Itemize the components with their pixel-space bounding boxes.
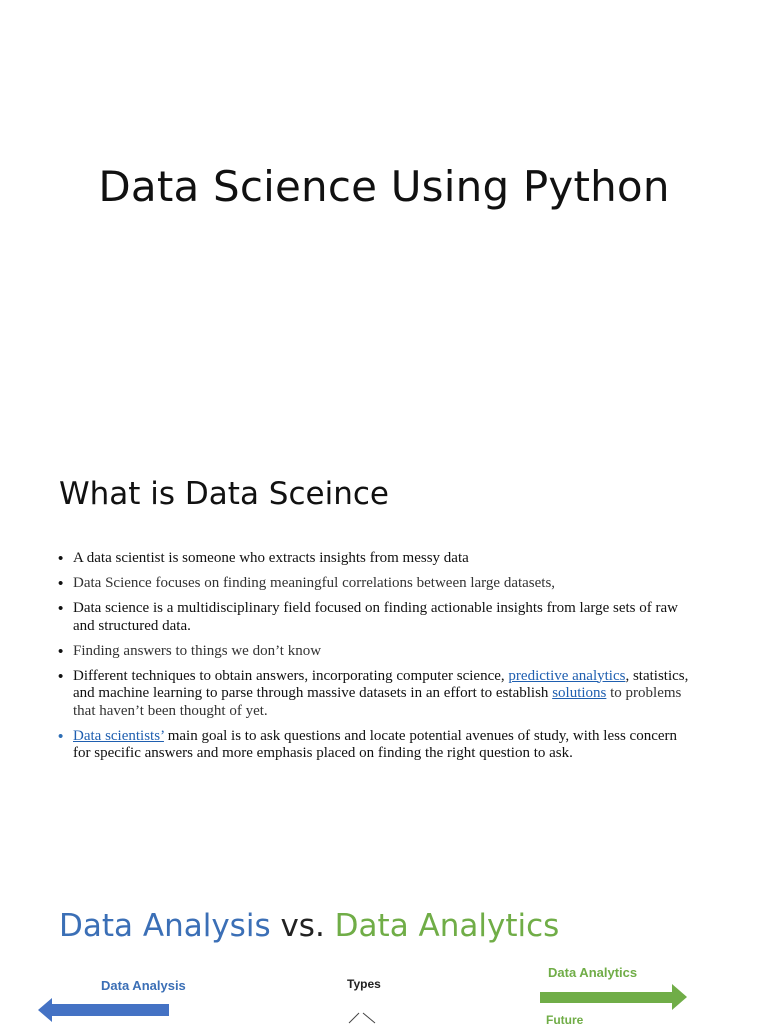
bullet-icon: •: [58, 727, 64, 745]
bullet-icon: •: [58, 575, 64, 592]
bullet-icon: •: [58, 550, 64, 567]
bullet-item: [58, 668, 698, 721]
bullet-text: A data scientist is someone who extracts insights from messy data: [73, 550, 469, 566]
solutions-link[interactable]: solutions: [552, 685, 607, 701]
bullet-item: [58, 600, 698, 635]
slide-what-is-data-science: [0, 440, 768, 860]
diagram-connector-icon: [346, 1010, 380, 1024]
bullet-text: Data Science focuses on finding meaningful correlations between large datasets,: [73, 575, 556, 591]
bullet-icon: •: [58, 642, 64, 660]
predictive-analytics-link[interactable]: predictive analytics: [508, 667, 626, 684]
bullet-item: [58, 550, 698, 568]
slide-heading: [59, 908, 559, 944]
right-arrow-icon: [540, 984, 688, 1012]
bullet-icon: •: [58, 667, 64, 685]
slide-heading: What is Data Sceince: [59, 476, 389, 512]
data-analysis-label: Data Analysis: [101, 978, 186, 993]
bullet-item: [58, 728, 698, 763]
bullet-text: Different techniques to obtain answers, incorporating computer science,: [73, 667, 509, 684]
bullet-text: Finding answers to things we don’t know: [73, 642, 322, 659]
bullet-icon: •: [58, 600, 64, 617]
bullet-text: main goal is to ask questions and locate potential avenues of study, with less concern for specific answers and more emphasis placed on finding the right question to ask.: [73, 727, 678, 761]
future-label: Future: [546, 1013, 584, 1027]
left-arrow-icon: [38, 998, 170, 1024]
bullet-text: to problems that haven’t been thought of yet.: [73, 685, 682, 719]
slide-title: [0, 0, 768, 420]
heading-data-analytics: Data Analytics: [334, 908, 560, 944]
data-scientists-link[interactable]: Data scientists’: [73, 727, 164, 744]
bullet-item: [58, 575, 698, 593]
bullet-list: [58, 550, 698, 770]
slide-analysis-vs-analytics: [0, 880, 768, 1027]
bullet-text: , statistics, and machine learning to parse through massive datasets in an effort to establish: [73, 667, 689, 701]
bullet-text: Data science is a multidisciplinary field focused on finding actionable insights from large sets of raw and structured data.: [73, 600, 678, 634]
heading-data-analysis: Data Analysis: [59, 908, 271, 944]
data-analytics-label: Data Analytics: [548, 965, 638, 980]
deck-title: Data Science Using Python: [98, 162, 670, 211]
types-label: Types: [347, 977, 381, 991]
bullet-item: [58, 643, 698, 661]
heading-vs: vs.: [270, 908, 335, 944]
